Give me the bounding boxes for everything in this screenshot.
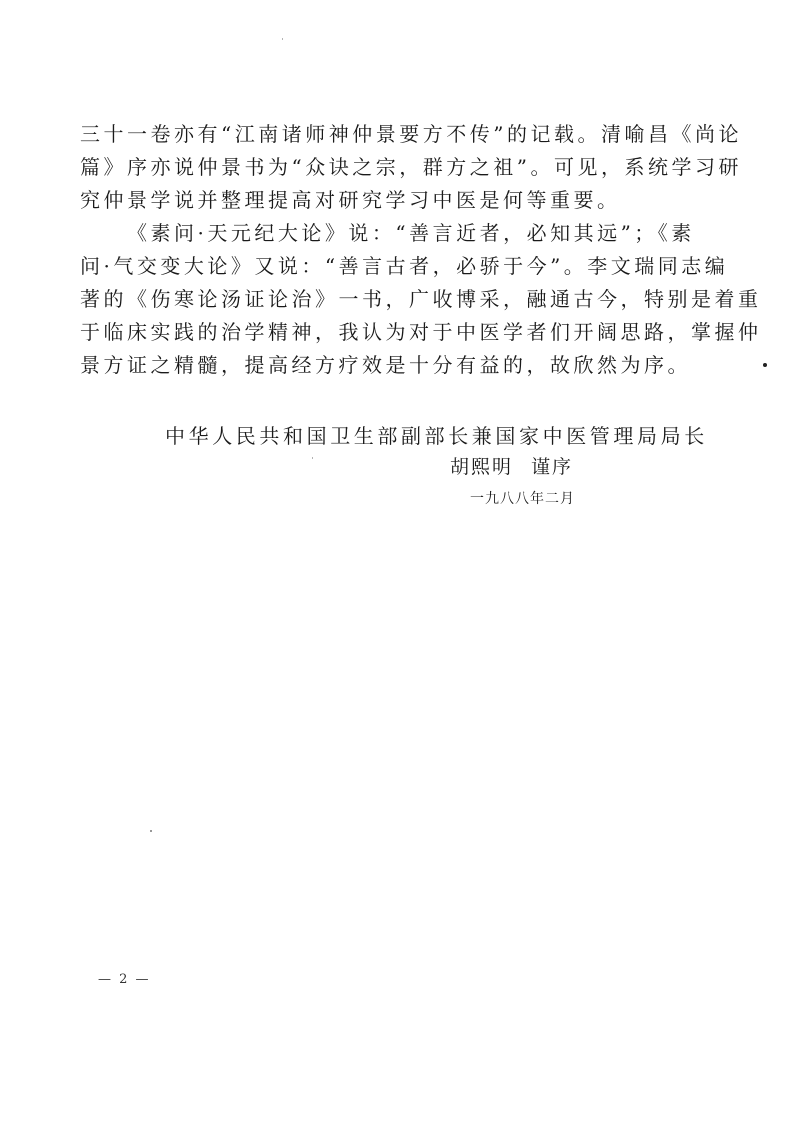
signature-closing: 谨序 bbox=[531, 456, 574, 478]
text-line: 《素问·天元纪大论》说：“善言近者，必知其远”；《素 bbox=[127, 221, 695, 245]
scan-speck bbox=[312, 457, 313, 459]
signature-name-line bbox=[450, 454, 573, 480]
text-line: 于临床实践的治学精神，我认为对于中医学者们开阔思路，掌握仲 bbox=[80, 320, 762, 344]
preface-body bbox=[80, 118, 762, 382]
scan-speck bbox=[150, 830, 152, 832]
text-line: 著的《伤寒论汤证论治》一书，广收博采，融通古今，特别是着重 bbox=[80, 287, 762, 311]
signature-name: 胡熙明 bbox=[450, 456, 514, 478]
text-line: 问·气交变大论》又说：“善言古者，必骄于今”。李文瑞同志编 bbox=[80, 254, 729, 278]
paragraph-2 bbox=[80, 217, 762, 382]
scan-speck bbox=[282, 38, 283, 40]
page-number: — 2 — bbox=[98, 972, 151, 987]
scan-speck bbox=[763, 363, 767, 367]
paragraph-1 bbox=[80, 118, 742, 217]
text-line: 景方证之精髓，提高经方疗效是十分有益的，故欣然为序。 bbox=[80, 353, 691, 377]
signature-date: 一九八八年二月 bbox=[470, 491, 575, 507]
text-line: 篇》序亦说仲景书为“众诀之宗，群方之祖”。可见，系统学习研 bbox=[80, 155, 742, 179]
text-line: 究仲景学说并整理提高对研究学习中医是何等重要。 bbox=[80, 188, 621, 212]
text-line: 三十一卷亦有“江南诸师神仲景要方不传”的记载。清喻昌《尚论 bbox=[80, 122, 742, 146]
signature-title: 中华人民共和国卫生部副部长兼国家中医管理局局长 bbox=[165, 424, 708, 448]
